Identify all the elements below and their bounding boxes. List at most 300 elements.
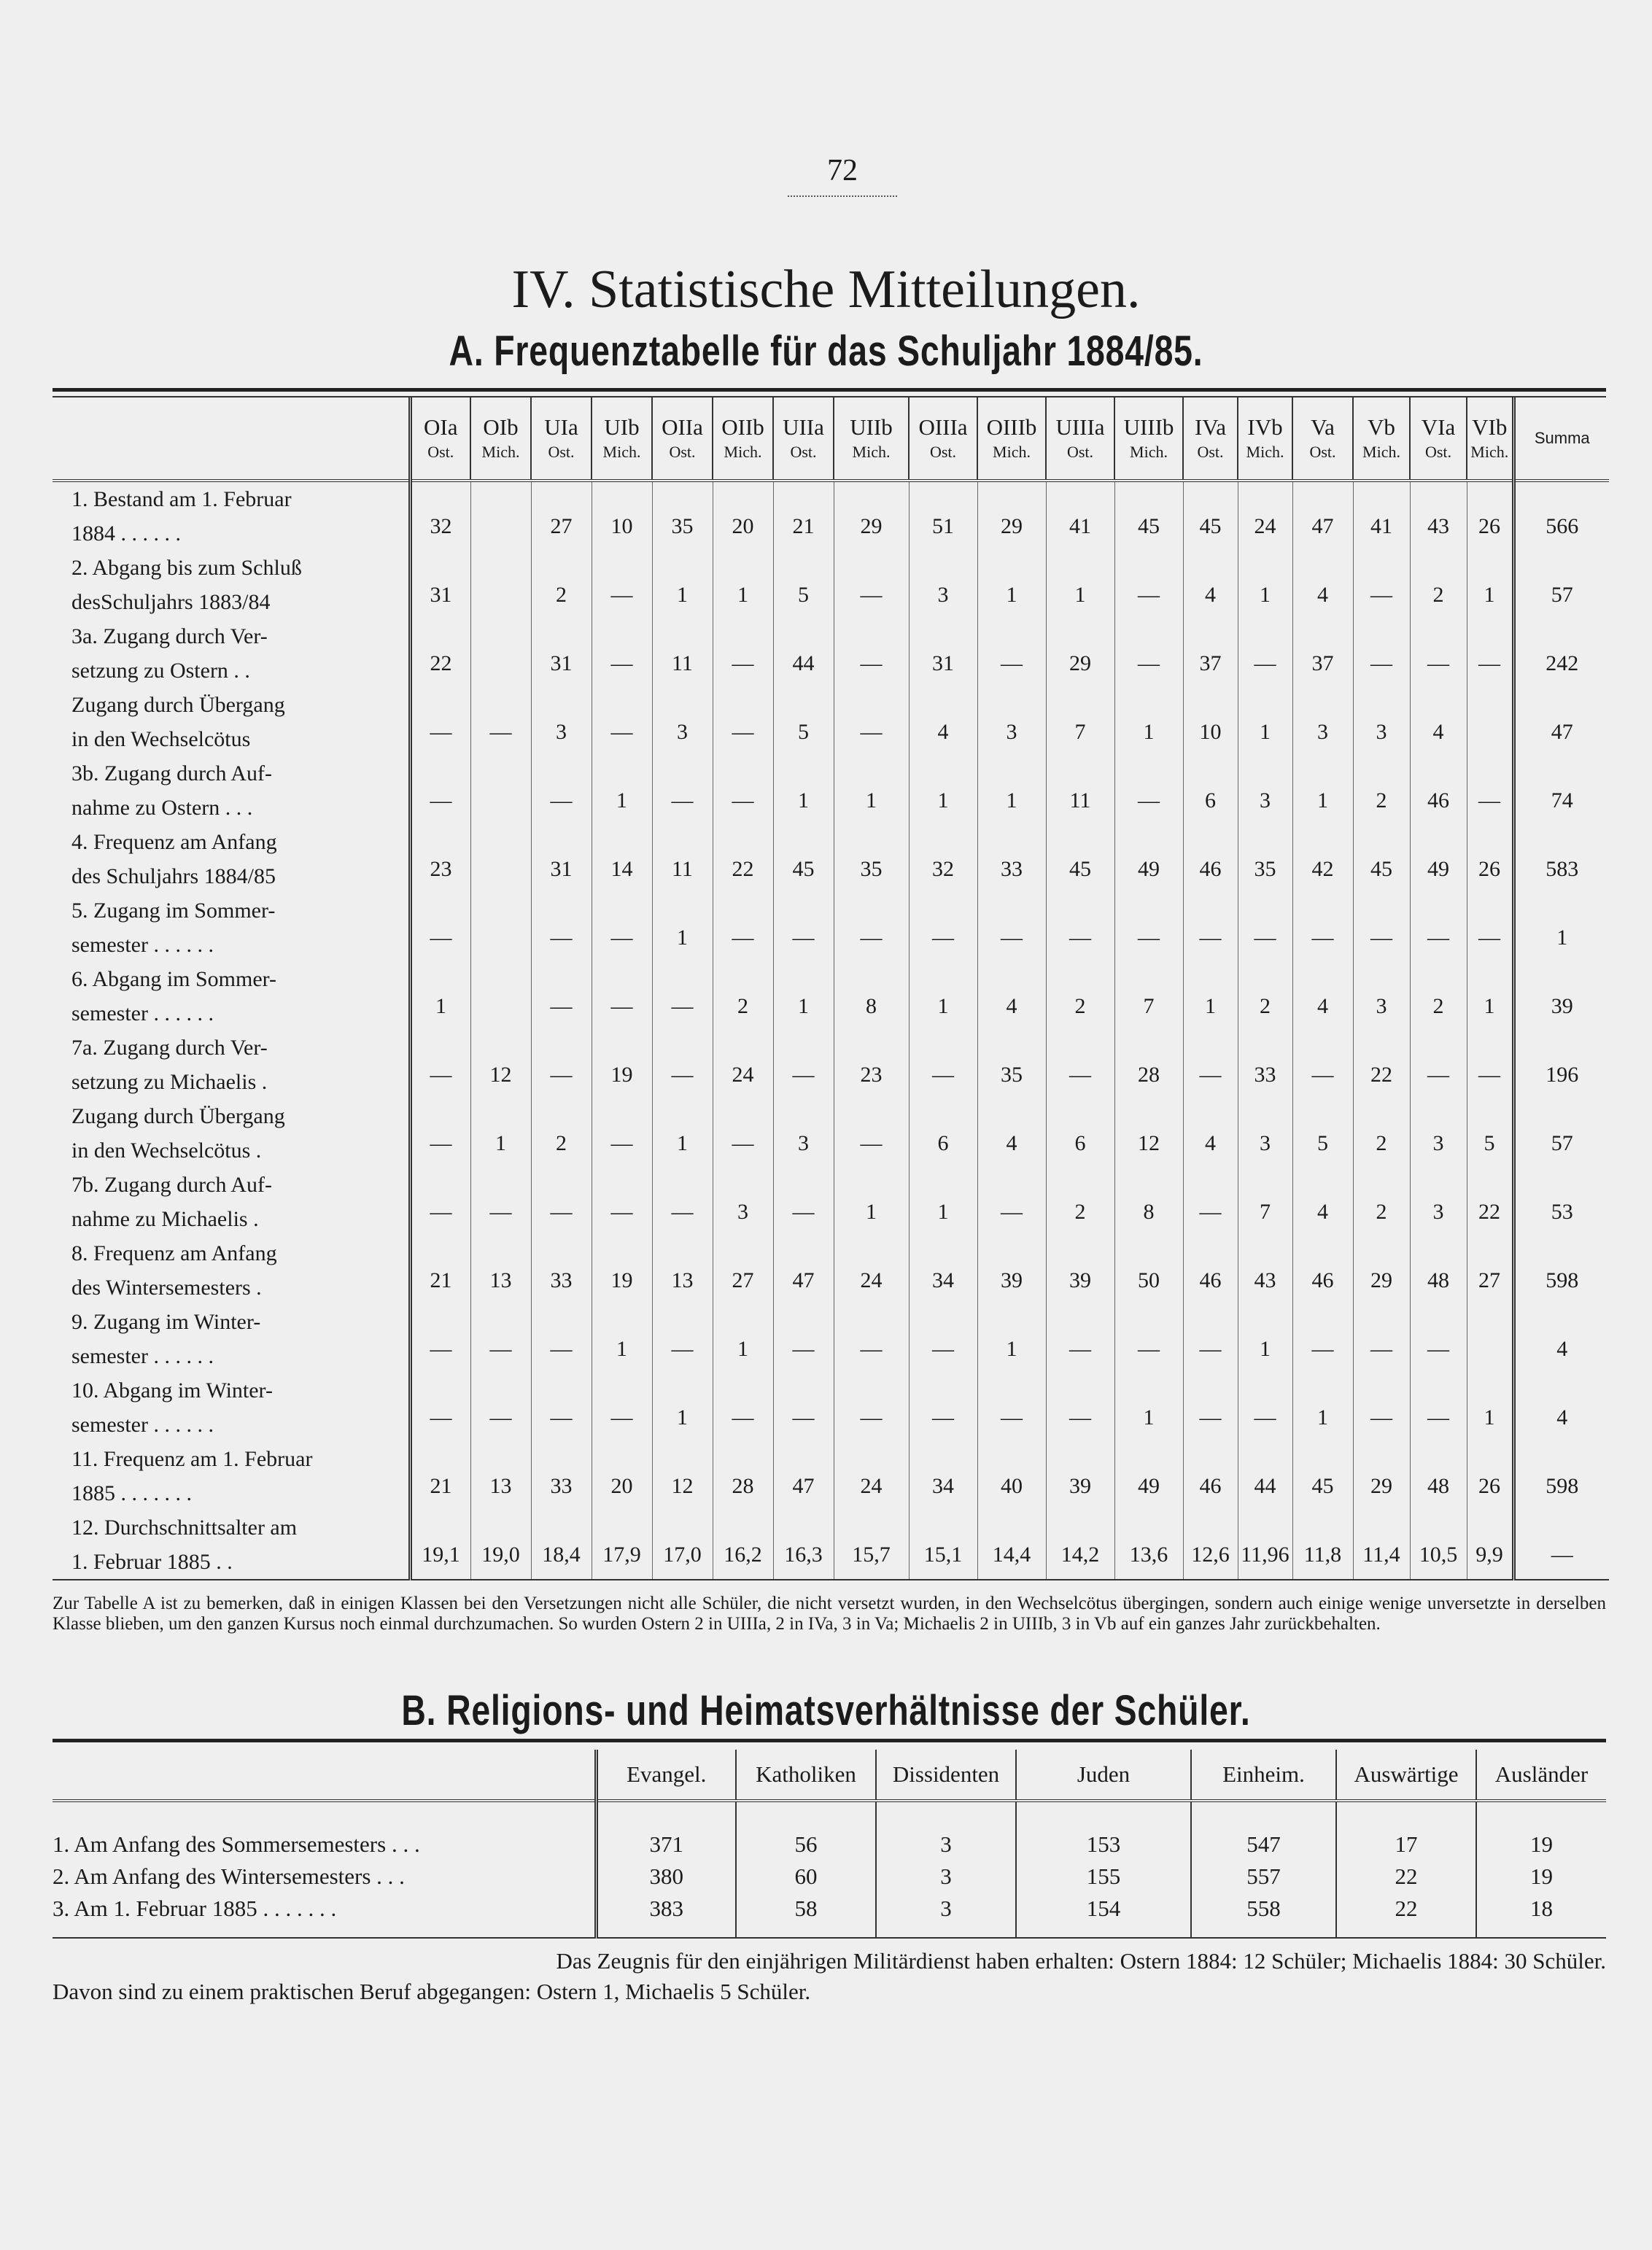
table-cell: — <box>410 893 470 962</box>
table-cell: 15,7 <box>834 1510 909 1580</box>
class-label: OIb <box>483 414 519 440</box>
table-cell: 9,9 <box>1467 1510 1513 1580</box>
table-cell: 28 <box>1114 1031 1183 1099</box>
table-cell: — <box>1183 1168 1238 1236</box>
column-header <box>713 397 773 481</box>
table-cell: 13 <box>470 1236 531 1305</box>
table-cell: 5 <box>773 551 834 619</box>
class-label: UIIb <box>850 414 893 440</box>
table-cell: 7 <box>1046 688 1114 756</box>
table-cell: — <box>1292 893 1353 962</box>
table-cell: 13,6 <box>1114 1510 1183 1580</box>
table-cell: — <box>977 619 1046 688</box>
table-cell: — <box>1467 1031 1513 1099</box>
row-label <box>53 962 410 1031</box>
table-cell: 1 <box>1467 1373 1513 1442</box>
table-cell: 23 <box>410 825 470 893</box>
table-cell: — <box>1410 1031 1467 1099</box>
row-label-line: nahme zu Michaelis . <box>71 1207 259 1231</box>
class-label: UIIa <box>783 414 824 440</box>
table-cell: 1 <box>713 551 773 619</box>
row-label <box>53 756 410 825</box>
table-cell: 41 <box>1353 481 1410 551</box>
table-cell: 1 <box>1046 551 1114 619</box>
table-cell: 31 <box>410 551 470 619</box>
class-label: UIIIa <box>1055 414 1105 440</box>
column-header <box>773 397 834 481</box>
table-cell: 49 <box>1114 825 1183 893</box>
footer-line-2: Davon sind zu einem praktischen Beruf abgegangen: Ostern 1, Michaelis 5 Schüler. <box>53 1979 811 2004</box>
semester-label: Ost. <box>427 443 454 461</box>
footer-line-1: Das Zeugnis für den einjährigen Militärdienst haben erhalten: Ostern 1884: 12 Schüler; Michaelis 1884: 30 Schüler. <box>556 1948 1606 1974</box>
table-cell: — <box>713 1099 773 1168</box>
table-cell: 1 <box>1183 962 1238 1031</box>
table-cell: 3 <box>1238 1099 1292 1168</box>
table-a-heading: A. Frequenztabelle für das Schuljahr 1884/85. <box>449 327 1203 375</box>
table-cell: 24 <box>713 1031 773 1099</box>
class-label: Vb <box>1368 414 1395 440</box>
table-cell: 2 <box>531 1099 592 1168</box>
table-b-body <box>53 1801 1606 1938</box>
column-header <box>977 397 1046 481</box>
row-label-line: semester . . . . . . <box>71 1344 214 1368</box>
table-cell: 21 <box>410 1442 470 1510</box>
semester-label: Mich. <box>852 443 891 461</box>
class-label: OIIb <box>721 414 764 440</box>
table-cell: — <box>592 688 652 756</box>
column-header: Dissidenten <box>876 1750 1016 1801</box>
table-cell: 35 <box>834 825 909 893</box>
row-label <box>53 1236 410 1305</box>
table-cell: 46 <box>1292 1236 1353 1305</box>
table-cell: 5 <box>773 688 834 756</box>
class-label: UIa <box>544 414 578 440</box>
table-cell: 50 <box>1114 1236 1183 1305</box>
table-cell: 32 <box>909 825 977 893</box>
table-cell: 14,4 <box>977 1510 1046 1580</box>
table-cell: 3 <box>1410 1168 1467 1236</box>
table-cell: — <box>652 1305 713 1373</box>
table-cell: 2 <box>1046 962 1114 1031</box>
table-cell: 1 <box>977 756 1046 825</box>
table-cell: 17,9 <box>592 1510 652 1580</box>
table-cell: 8 <box>1114 1168 1183 1236</box>
table-cell: 1 <box>834 1168 909 1236</box>
column-header: Juden <box>1016 1750 1191 1801</box>
table-cell: — <box>1467 893 1513 962</box>
table-cell: — <box>652 1031 713 1099</box>
table-cell: — <box>909 1305 977 1373</box>
row-label <box>53 551 410 619</box>
row-label <box>53 1305 410 1373</box>
column-header: Ausländer <box>1476 1750 1606 1801</box>
table-cell <box>470 962 531 1031</box>
table-cell: 11,8 <box>1292 1510 1353 1580</box>
table-cell: 2 <box>1353 756 1410 825</box>
table-a-note: Zur Tabelle A ist zu bemerken, daß in einigen Klassen bei den Versetzungen nicht alle Schüler, die nicht versetzt wurden, in den Wechselcötus übergingen, sondern auch einige wenige unversetzte in derselben Klasse blieben, um den ganzen Kursus noch einmal durchzumachen. So wurden Ostern 2 in UIIIa, 2 in IVa, 3 in Va; Michaelis 2 in UIIIb, 3 in Vb auf ein ganzes Jahr zurückbehalten. <box>53 1594 1606 1634</box>
table-cell: — <box>531 1373 592 1442</box>
table-cell: 11,4 <box>1353 1510 1410 1580</box>
class-label: OIIa <box>662 414 703 440</box>
column-header <box>1410 397 1467 481</box>
table-cell: — <box>713 619 773 688</box>
table-cell: 29 <box>1353 1236 1410 1305</box>
table-cell: 1 <box>1238 551 1292 619</box>
table-cell: — <box>410 756 470 825</box>
row-label: 3. Am 1. Februar 1885 . . . . . . . <box>53 1895 596 1938</box>
table-cell: 16,3 <box>773 1510 834 1580</box>
table-cell: — <box>977 1168 1046 1236</box>
table-cell: 24 <box>834 1236 909 1305</box>
column-header <box>909 397 977 481</box>
table-cell: 35 <box>652 481 713 551</box>
table-b-header-row <box>53 1750 1606 1801</box>
table-cell: 43 <box>1410 481 1467 551</box>
table-cell: 3 <box>1410 1099 1467 1168</box>
table-cell: 557 <box>1191 1858 1336 1895</box>
table-cell: 29 <box>834 481 909 551</box>
row-label-header <box>53 397 410 481</box>
table-row <box>53 825 1609 893</box>
table-cell: — <box>592 1373 652 1442</box>
table-cell: — <box>1467 619 1513 688</box>
table-cell: 4 <box>1292 1168 1353 1236</box>
row-label-line: 7a. Zugang durch Ver- <box>71 1036 268 1060</box>
table-cell: 2 <box>1353 1168 1410 1236</box>
table-a-body <box>53 481 1609 1580</box>
table-row <box>53 756 1609 825</box>
table-cell: 5 <box>1467 1099 1513 1168</box>
table-cell: 34 <box>909 1442 977 1510</box>
table-row <box>53 619 1609 688</box>
table-cell: 2 <box>1046 1168 1114 1236</box>
table-cell: — <box>1410 619 1467 688</box>
table-cell: 22 <box>1336 1895 1476 1938</box>
table-cell: 1 <box>1292 1373 1353 1442</box>
table-cell: 3 <box>977 688 1046 756</box>
table-cell: 1 <box>1467 962 1513 1031</box>
row-label <box>53 893 410 962</box>
table-row <box>53 1895 1606 1938</box>
table-cell: 19 <box>1530 1831 1553 1857</box>
table-row <box>53 1858 1606 1895</box>
table-cell: — <box>410 1305 470 1373</box>
table-cell: 58 <box>736 1895 876 1938</box>
table-cell: 1 <box>909 962 977 1031</box>
table-cell: 380 <box>596 1858 736 1895</box>
table-cell: 45 <box>773 825 834 893</box>
sum-cell: 57 <box>1513 1099 1609 1168</box>
table-cell: 12 <box>470 1031 531 1099</box>
page-number: 72 <box>827 154 858 187</box>
table-cell: 1 <box>909 1168 977 1236</box>
table-cell: 7 <box>1114 962 1183 1031</box>
row-label <box>53 825 410 893</box>
table-cell: 31 <box>531 619 592 688</box>
table-cell <box>470 481 531 551</box>
row-label <box>53 688 410 756</box>
table-cell: 19 <box>1530 1863 1553 1889</box>
table-cell: 47 <box>1292 481 1353 551</box>
semester-label: Mich. <box>1362 443 1400 461</box>
row-label-line: in den Wechselcötus . <box>71 1138 262 1163</box>
sum-cell: 39 <box>1513 962 1609 1031</box>
table-cell: — <box>1410 1373 1467 1442</box>
table-cell: 1 <box>713 1305 773 1373</box>
row-label-line: 3a. Zugang durch Ver- <box>71 624 268 648</box>
sum-cell: 583 <box>1513 825 1609 893</box>
table-cell: — <box>834 619 909 688</box>
column-header: Katholiken <box>736 1750 876 1801</box>
sum-cell: 4 <box>1513 1373 1609 1442</box>
row-label-line: 1. Februar 1885 . . <box>71 1550 233 1574</box>
table-a-top-rule <box>53 388 1606 392</box>
semester-label: Ost. <box>669 443 696 461</box>
semester-label: Ost. <box>790 443 817 461</box>
table-cell: — <box>834 893 909 962</box>
row-label-line: setzung zu Ostern . . <box>71 659 250 683</box>
table-cell: — <box>1292 1031 1353 1099</box>
table-cell: 21 <box>773 481 834 551</box>
table-cell: 18 <box>1476 1895 1606 1938</box>
table-cell: 24 <box>1238 481 1292 551</box>
table-cell: — <box>470 688 531 756</box>
table-cell: 371 <box>596 1801 736 1858</box>
sum-header: Summa <box>1513 397 1609 481</box>
table-cell: — <box>713 688 773 756</box>
table-cell: 51 <box>909 481 977 551</box>
class-label: Va <box>1311 414 1335 440</box>
table-cell: — <box>410 1373 470 1442</box>
table-cell: 4 <box>1292 962 1353 1031</box>
table-cell: — <box>1183 1373 1238 1442</box>
row-label-line: in den Wechselcötus <box>71 727 251 751</box>
sum-cell: 598 <box>1513 1236 1609 1305</box>
table-cell: 1 <box>410 962 470 1031</box>
table-cell: — <box>1353 1373 1410 1442</box>
table-cell: — <box>713 1373 773 1442</box>
table-cell: 12 <box>652 1442 713 1510</box>
column-header <box>1238 397 1292 481</box>
table-cell: 11,96 <box>1238 1510 1292 1580</box>
table-cell: — <box>531 1305 592 1373</box>
row-label: 1. Am Anfang des Sommersemesters . . . <box>53 1801 596 1858</box>
row-label-line: 8. Frequenz am Anfang <box>71 1241 277 1265</box>
table-row <box>53 1031 1609 1099</box>
table-cell: 2 <box>713 962 773 1031</box>
table-cell <box>470 893 531 962</box>
class-label: OIIIa <box>918 414 968 440</box>
table-cell: 24 <box>834 1442 909 1510</box>
row-label-line: 3b. Zugang durch Auf- <box>71 761 272 785</box>
table-cell: 33 <box>531 1236 592 1305</box>
class-label: VIb <box>1472 414 1508 440</box>
table-cell: — <box>1238 893 1292 962</box>
table-b-heading: B. Religions- und Heimatsverhältnisse der Schüler. <box>401 1687 1251 1734</box>
table-cell: 1 <box>773 756 834 825</box>
row-label-line: desSchuljahrs 1883/84 <box>71 590 271 614</box>
table-cell: 4 <box>977 1099 1046 1168</box>
table-cell: — <box>834 1373 909 1442</box>
row-label <box>53 619 410 688</box>
table-cell: 1 <box>909 756 977 825</box>
table-cell: 45 <box>1353 825 1410 893</box>
semester-label: Mich. <box>993 443 1031 461</box>
table-cell: 49 <box>1114 1442 1183 1510</box>
table-cell: 22 <box>410 619 470 688</box>
table-cell: — <box>1114 619 1183 688</box>
table-cell: 1 <box>1292 756 1353 825</box>
class-label: OIa <box>424 414 458 440</box>
table-cell: 3 <box>909 551 977 619</box>
table-cell: — <box>834 1099 909 1168</box>
row-label: 2. Am Anfang des Wintersemesters . . . <box>53 1858 596 1895</box>
table-row <box>53 1442 1609 1510</box>
table-cell: 4 <box>1292 551 1353 619</box>
table-cell: — <box>592 893 652 962</box>
row-label <box>53 1442 410 1510</box>
table-cell: — <box>909 893 977 962</box>
class-label: UIb <box>604 414 640 440</box>
class-label: IVa <box>1194 414 1227 440</box>
table-cell: 3 <box>713 1168 773 1236</box>
table-cell: 10 <box>1183 688 1238 756</box>
table-cell <box>1467 688 1513 756</box>
column-header <box>1183 397 1238 481</box>
table-cell: 1 <box>652 893 713 962</box>
table-cell: — <box>1114 893 1183 962</box>
table-cell: 1 <box>1114 1373 1183 1442</box>
table-cell: 11 <box>652 825 713 893</box>
table-cell: — <box>713 756 773 825</box>
table-cell: — <box>1183 893 1238 962</box>
row-label-line: nahme zu Ostern . . . <box>71 796 253 820</box>
table-cell: 40 <box>977 1442 1046 1510</box>
table-cell: 35 <box>1238 825 1292 893</box>
table-cell: — <box>410 1168 470 1236</box>
table-cell: 11 <box>1046 756 1114 825</box>
table-cell: 48 <box>1410 1236 1467 1305</box>
table-cell: 14,2 <box>1046 1510 1114 1580</box>
row-label-line: 4. Frequenz am Anfang <box>71 830 277 854</box>
class-label: IVb <box>1247 414 1283 440</box>
table-cell: 3 <box>773 1099 834 1168</box>
row-label-line: Zugang durch Übergang <box>71 693 285 717</box>
table-cell: 45 <box>1183 481 1238 551</box>
table-cell: 5 <box>1292 1099 1353 1168</box>
table-row <box>53 1305 1609 1373</box>
table-cell: 12 <box>1114 1099 1183 1168</box>
table-cell: 45 <box>1114 481 1183 551</box>
table-cell: 31 <box>531 825 592 893</box>
row-label-header <box>53 1750 596 1801</box>
sum-cell: — <box>1513 1510 1609 1580</box>
table-cell: — <box>1353 551 1410 619</box>
table-cell: 17,0 <box>652 1510 713 1580</box>
table-cell: 46 <box>1410 756 1467 825</box>
row-label-line: des Wintersemesters . <box>71 1276 262 1300</box>
table-cell: 22 <box>713 825 773 893</box>
table-cell: 6 <box>1183 756 1238 825</box>
footer-text <box>53 1946 1606 2007</box>
sum-cell: 566 <box>1513 481 1609 551</box>
column-header <box>592 397 652 481</box>
table-cell: — <box>410 1031 470 1099</box>
table-cell: — <box>834 1305 909 1373</box>
table-cell: 47 <box>773 1236 834 1305</box>
table-cell: — <box>592 1168 652 1236</box>
table-cell: — <box>470 1305 531 1373</box>
column-header <box>470 397 531 481</box>
table-cell: — <box>909 1373 977 1442</box>
table-cell: 29 <box>1353 1442 1410 1510</box>
row-label <box>53 481 410 551</box>
table-row <box>53 481 1609 551</box>
table-cell: 32 <box>410 481 470 551</box>
column-header <box>1292 397 1353 481</box>
table-cell: — <box>531 1031 592 1099</box>
table-cell: 2 <box>1410 551 1467 619</box>
table-cell: 44 <box>1238 1442 1292 1510</box>
table-cell: — <box>531 962 592 1031</box>
table-cell: 26 <box>1467 481 1513 551</box>
row-label-line: 1. Bestand am 1. Februar <box>71 487 292 511</box>
table-cell: 46 <box>1183 1442 1238 1510</box>
semester-label: Ost. <box>1424 443 1452 461</box>
table-cell: — <box>1114 1305 1183 1373</box>
table-cell: — <box>1353 619 1410 688</box>
table-cell <box>470 551 531 619</box>
table-cell: 3 <box>1353 962 1410 1031</box>
table-cell: 1 <box>592 1305 652 1373</box>
table-cell: 13 <box>470 1442 531 1510</box>
table-cell: — <box>713 893 773 962</box>
row-label-line: 10. Abgang im Winter- <box>71 1378 273 1403</box>
table-cell: — <box>1046 1031 1114 1099</box>
table-cell: 4 <box>977 962 1046 1031</box>
main-heading: IV. Statistische Mitteilungen. <box>511 260 1141 319</box>
table-cell <box>470 756 531 825</box>
table-cell: — <box>1114 551 1183 619</box>
column-header: Auswärtige <box>1336 1750 1476 1801</box>
table-cell: 10 <box>592 481 652 551</box>
table-cell: — <box>773 1305 834 1373</box>
table-cell: 21 <box>410 1236 470 1305</box>
class-label: UIIIb <box>1123 414 1174 440</box>
row-label-line: semester . . . . . . <box>71 933 214 957</box>
row-label-line: 5. Zugang im Sommer- <box>71 899 276 923</box>
table-cell: 2 <box>531 551 592 619</box>
table-row <box>53 1510 1609 1580</box>
table-row <box>53 893 1609 962</box>
table-cell: — <box>977 1373 1046 1442</box>
table-row <box>53 1236 1609 1305</box>
table-cell: 42 <box>1292 825 1353 893</box>
table-cell: — <box>1114 756 1183 825</box>
table-row <box>53 688 1609 756</box>
table-cell: 22 <box>1336 1858 1476 1895</box>
table-cell: 2 <box>1410 962 1467 1031</box>
row-label-line: semester . . . . . . <box>71 1001 214 1025</box>
row-label-line: 9. Zugang im Winter- <box>71 1310 261 1334</box>
table-cell: 44 <box>773 619 834 688</box>
semester-label: Mich. <box>1246 443 1284 461</box>
table-cell: 3 <box>1292 688 1353 756</box>
table-cell: — <box>1183 1305 1238 1373</box>
table-a-header-row <box>53 397 1609 481</box>
row-label-line: 1885 . . . . . . . <box>71 1481 192 1505</box>
table-row <box>53 962 1609 1031</box>
